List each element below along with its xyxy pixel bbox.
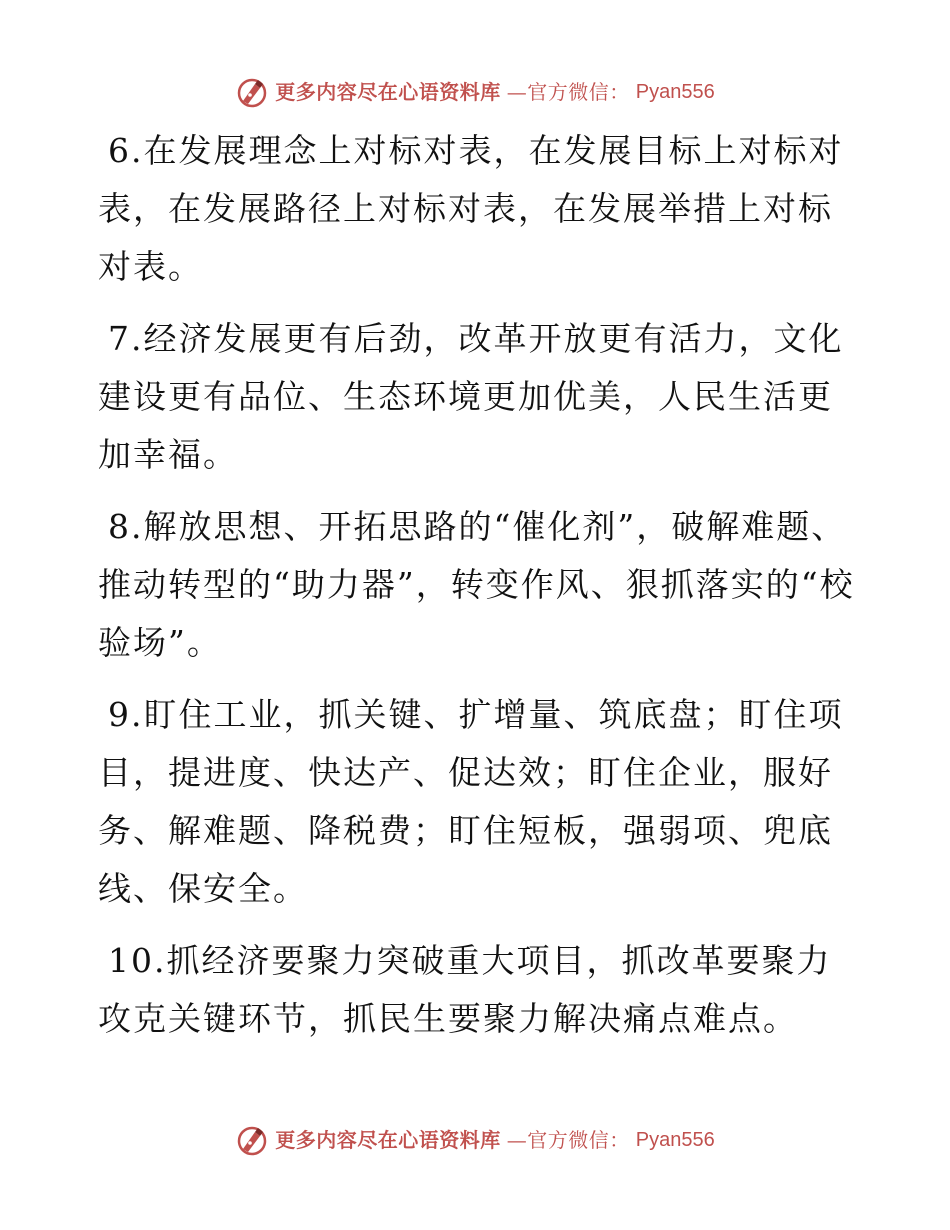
paragraph-9: 9.盯住工业，抓关键、扩增量、筑底盘；盯住项目，提进度、快达产、促达效；盯住企业，服好务、解难题、降税费；盯住短板，强弱项、兜底线、保安全。	[98, 695, 844, 908]
paragraph-8: 8.解放思想、开拓思路的“催化剂”，破解难题、推动转型的“助力器”，转变作风、狠抓落实的“校验场”。	[98, 507, 855, 662]
paragraph-7: 7.经济发展更有后劲，改革开放更有活力，文化建设更有品位、生态环境更加优美，人民生活更加幸福。	[98, 319, 844, 474]
pen-nib-logo-icon	[235, 75, 269, 109]
watermark-wechat-id: Pyan556	[635, 1129, 715, 1151]
watermark-wechat-id: Pyan556	[635, 81, 715, 103]
watermark-sub-text: —官方微信：	[506, 80, 630, 104]
document-body	[98, 122, 858, 1062]
footer-watermark	[0, 1120, 950, 1160]
watermark-sub-text: —官方微信：	[506, 1128, 630, 1152]
paragraph-10: 10.抓经济要聚力突破重大项目，抓改革要聚力攻克关键环节，抓民生要聚力解决痛点难点。	[98, 941, 832, 1038]
pen-nib-logo-icon	[235, 1123, 269, 1157]
paragraph-6: 6.在发展理念上对标对表，在发展目标上对标对表，在发展路径上对标对表，在发展举措上对标对表。	[98, 131, 844, 286]
watermark-main-text: 更多内容尽在心语资料库	[275, 80, 501, 104]
watermark-main-text: 更多内容尽在心语资料库	[275, 1128, 501, 1152]
header-watermark	[0, 72, 950, 112]
